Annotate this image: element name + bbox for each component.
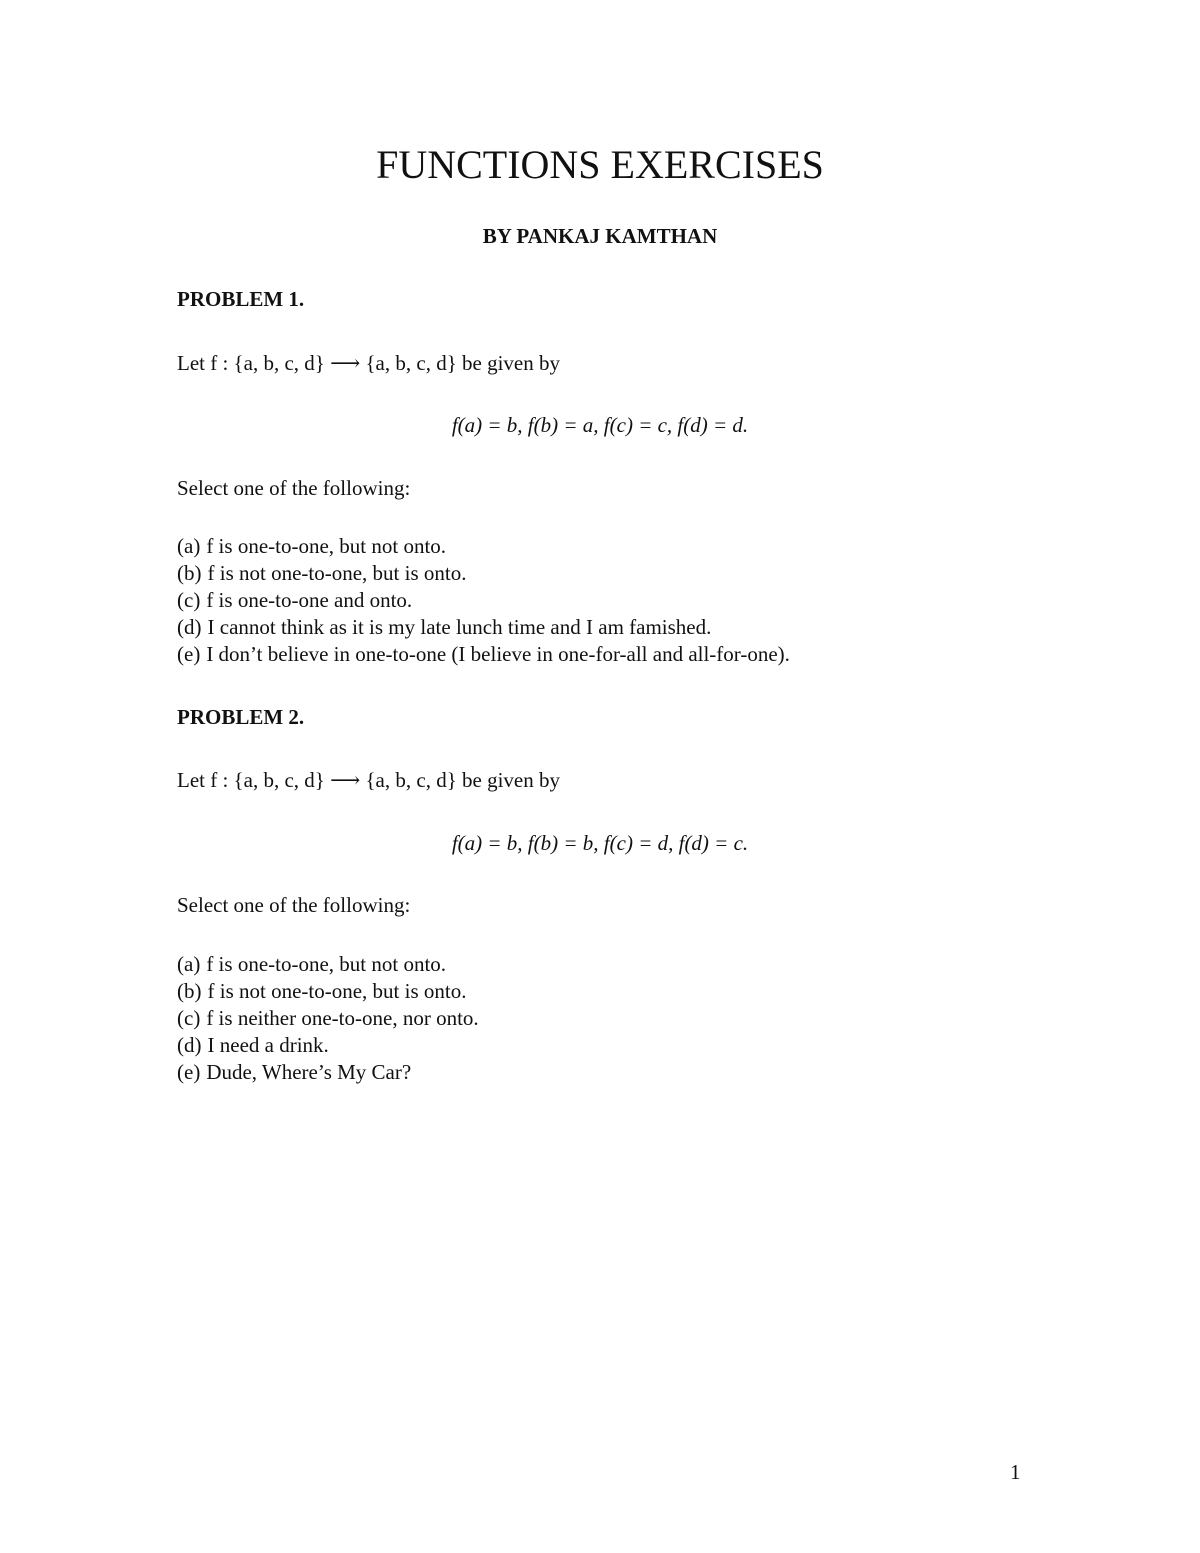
option-letter: (d) (177, 615, 202, 639)
problem-2-prompt: Select one of the following: (177, 893, 411, 917)
option-letter: (c) (177, 1006, 201, 1030)
problem-2-heading: PROBLEM 2. (177, 705, 305, 729)
option-letter: (a) (177, 534, 201, 558)
option-item (177, 951, 479, 978)
option-letter: (a) (177, 952, 201, 976)
problem-1-options (177, 533, 790, 668)
option-text: f is one-to-one, but not onto. (206, 952, 447, 976)
option-item (177, 978, 479, 1005)
option-letter: (b) (177, 561, 202, 585)
option-text: f is one-to-one, but not onto. (206, 534, 447, 558)
option-letter: (e) (177, 642, 201, 666)
option-item (177, 1032, 479, 1059)
option-text: f is not one-to-one, but is onto. (207, 561, 467, 585)
option-item (177, 1059, 479, 1086)
option-item (177, 587, 790, 614)
problem-2-formula: f(a) = b, f(b) = b, f(c) = d, f(d) = c. (451, 831, 749, 855)
problem-1-statement: Let f : {a, b, c, d} ⟶ {a, b, c, d} be given by (177, 351, 560, 375)
option-item (177, 641, 790, 668)
problem-1-formula: f(a) = b, f(b) = a, f(c) = c, f(d) = d. (451, 413, 749, 437)
option-text: f is neither one-to-one, nor onto. (206, 1006, 479, 1030)
page-number: 1 (1010, 1460, 1021, 1484)
option-text: I need a drink. (207, 1033, 329, 1057)
option-item (177, 560, 790, 587)
option-text: f is one-to-one and onto. (206, 588, 413, 612)
option-text: Dude, Where’s My Car? (206, 1060, 412, 1084)
option-item (177, 1005, 479, 1032)
problem-2-options (177, 951, 479, 1086)
problem-1-heading: PROBLEM 1. (177, 287, 305, 311)
document-author: BY PANKAJ KAMTHAN (482, 224, 718, 248)
option-text: I don’t believe in one-to-one (I believe in one-for-all and all-for-one). (206, 642, 790, 666)
option-letter: (d) (177, 1033, 202, 1057)
option-letter: (c) (177, 588, 201, 612)
option-letter: (e) (177, 1060, 201, 1084)
problem-2-statement: Let f : {a, b, c, d} ⟶ {a, b, c, d} be given by (177, 768, 560, 792)
option-item (177, 533, 790, 560)
option-text: I cannot think as it is my late lunch time and I am famished. (207, 615, 712, 639)
problem-1-prompt: Select one of the following: (177, 476, 411, 500)
document-title: FUNCTIONS EXERCISES (376, 142, 824, 187)
option-letter: (b) (177, 979, 202, 1003)
option-item (177, 614, 790, 641)
option-text: f is not one-to-one, but is onto. (207, 979, 467, 1003)
